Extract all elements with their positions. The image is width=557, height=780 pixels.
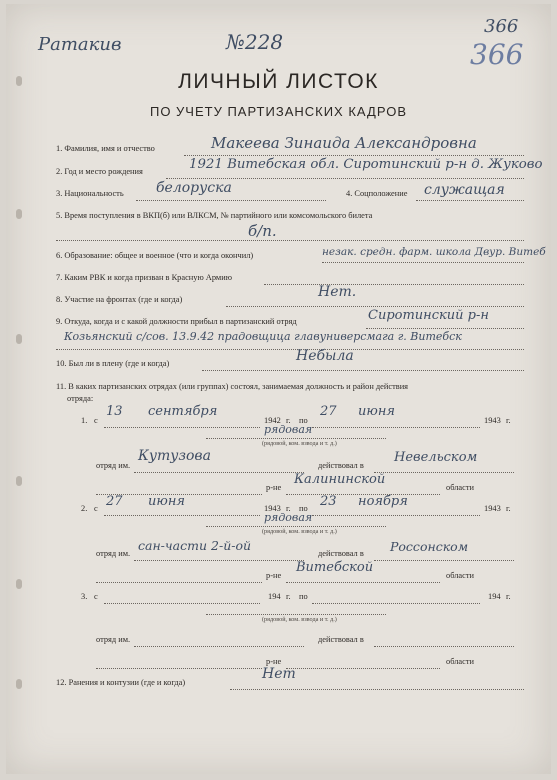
to-label: по <box>299 504 308 513</box>
corner-note: Ратакив <box>38 34 122 55</box>
archive-number-bottom: 366 <box>470 38 524 71</box>
service-district: Витебской <box>296 560 374 575</box>
acted-in-label: действовал в <box>318 549 364 558</box>
field-label-arrival: 9. Откуда, когда и с какой должности прибыл в партизанский отряд <box>56 317 297 326</box>
field-line <box>136 200 326 201</box>
position-hint: (рядовой, ком. взвода и т. д.) <box>262 440 337 447</box>
field-line <box>374 560 514 561</box>
year-suffix: г. <box>506 592 511 601</box>
field-value-party: б/п. <box>248 222 277 240</box>
to-label: по <box>299 416 308 425</box>
field-line <box>264 284 524 285</box>
acted-in-label: действовал в <box>318 461 364 470</box>
field-label-conscription: 7. Каким РВК и когда призван в Красную Армию <box>56 273 232 282</box>
acted-in-label: действовал в <box>318 635 364 644</box>
district-label: р-не <box>266 657 282 666</box>
service-day-from: 13 <box>106 404 123 419</box>
form-sheet <box>6 4 551 774</box>
region-label: области <box>446 657 474 666</box>
field-value-captivity: Небыла <box>296 348 354 364</box>
field-line <box>166 178 524 179</box>
field-label-fronts: 8. Участие на фронтах (где и когда) <box>56 295 183 304</box>
field-line <box>286 582 440 583</box>
position-hint: (рядовой, ком. взвода и т. д.) <box>262 528 337 535</box>
detachment-label: отряд им. <box>96 549 131 558</box>
service-year-from: 1942 <box>264 416 281 425</box>
year-suffix: г. <box>506 504 511 513</box>
field-label-nationality: 3. Национальность <box>56 189 124 198</box>
field-value-nationality: белоруска <box>156 180 232 196</box>
service-district: Калининской <box>294 472 386 487</box>
position-hint: (рядовой, ком. взвода и т. д.) <box>262 616 337 623</box>
page-subtitle: ПО УЧЕТУ ПАРТИЗАНСКИХ КАДРОВ <box>149 104 407 119</box>
field-line <box>206 438 386 439</box>
field-label-party: 5. Время поступления в ВКП(б) или ВЛКСМ, № партийного или комсомольского билета <box>56 211 373 220</box>
service-detachment: сан-части 2-й-ой <box>138 538 252 553</box>
field-value-arrival-a: Сиротинский р-н <box>368 308 489 323</box>
field-line <box>374 472 514 473</box>
field-line <box>104 515 260 516</box>
service-month-to: июня <box>358 404 395 419</box>
punch-hole <box>16 209 22 219</box>
field-line <box>416 200 524 201</box>
district-label: р-не <box>266 571 282 580</box>
field-label-wounds: 12. Ранения и контузии (где и когда) <box>56 678 186 687</box>
field-line <box>202 370 524 371</box>
region-label: области <box>446 483 474 492</box>
service-month-from: июня <box>148 494 185 509</box>
field-line <box>184 155 524 156</box>
punch-hole <box>16 579 22 589</box>
year-suffix: г. <box>286 416 291 425</box>
service-year-to: 1943 <box>484 416 501 425</box>
service-year-from: 194 <box>268 592 281 601</box>
field-value-arrival-b: Козьянский с/сов. 13.9.42 прадовщица главуниверсмага г. Витебск <box>64 330 462 343</box>
field-line <box>104 603 260 604</box>
punch-hole <box>16 679 22 689</box>
field-label-birth: 2. Год и место рождения <box>56 167 143 176</box>
service-index: 1. <box>81 416 88 425</box>
service-year-from: 1943 <box>264 504 281 513</box>
field-line <box>134 472 304 473</box>
field-label-social: 4. Соцположение <box>346 189 408 198</box>
field-value-social: служащая <box>424 182 505 198</box>
from-label: с <box>94 416 98 425</box>
field-line <box>226 306 524 307</box>
punch-hole <box>16 476 22 486</box>
from-label: с <box>94 504 98 513</box>
field-value-wounds: Нет <box>262 666 296 682</box>
field-line <box>374 646 514 647</box>
field-line <box>206 526 386 527</box>
service-day-to: 27 <box>320 404 337 419</box>
service-index: 3. <box>81 592 88 601</box>
service-month-to: ноября <box>358 494 408 509</box>
field-line <box>230 689 524 690</box>
service-year-to: 1943 <box>484 504 501 513</box>
field-line <box>134 560 304 561</box>
archive-number-top: 366 <box>484 16 519 37</box>
service-year-to: 194 <box>488 592 501 601</box>
field-line <box>312 603 480 604</box>
field-label-name: 1. Фамилия, имя и отчество <box>56 144 155 153</box>
service-position: рядовая <box>264 423 313 436</box>
field-line <box>322 262 524 263</box>
service-day-to: 23 <box>320 494 337 509</box>
field-line <box>312 515 480 516</box>
field-label-education: 6. Образование: общее и военное (что и когда окончил) <box>56 251 254 260</box>
field-line <box>206 614 386 615</box>
page-title: ЛИЧНЫЙ ЛИСТОК <box>178 70 379 93</box>
field-line <box>56 240 524 241</box>
field-value-education: незак. средн. фарм. школа Двур. Витеб <box>322 246 546 258</box>
field-line <box>56 349 524 350</box>
service-month-from: сентября <box>148 404 218 419</box>
district-label: р-не <box>266 483 282 492</box>
field-line <box>366 328 524 329</box>
field-line <box>134 646 304 647</box>
year-suffix: г. <box>286 504 291 513</box>
service-position: рядовая <box>264 511 313 524</box>
field-label-detachments-b: отряда: <box>67 394 94 403</box>
service-day-from: 27 <box>106 494 123 509</box>
service-index: 2. <box>81 504 88 513</box>
service-acted-in: Невельском <box>394 450 478 465</box>
detachment-label: отряд им. <box>96 461 131 470</box>
field-label-captivity: 10. Был ли в плену (где и когда) <box>56 359 170 368</box>
field-line <box>286 668 440 669</box>
year-suffix: г. <box>506 416 511 425</box>
year-suffix: г. <box>286 592 291 601</box>
field-value-name: Макеева Зинаида Александровна <box>211 134 477 152</box>
field-line <box>96 668 262 669</box>
field-value-fronts: Нет. <box>318 284 357 300</box>
punch-hole <box>16 334 22 344</box>
field-line <box>104 427 260 428</box>
from-label: с <box>94 592 98 601</box>
service-acted-in: Россонском <box>390 539 469 554</box>
field-line <box>96 582 262 583</box>
field-value-birth: 1921 Витебская обл. Сиротинский р-н д. Жуково <box>189 157 543 172</box>
field-label-detachments: 11. В каких партизанских отрядах (или группах) состоял, занимаемая должность и район действия <box>56 382 409 391</box>
field-line <box>312 427 480 428</box>
region-label: области <box>446 571 474 580</box>
detachment-label: отряд им. <box>96 635 131 644</box>
to-label: по <box>299 592 308 601</box>
document-number: №228 <box>226 30 284 54</box>
service-detachment: Кутузова <box>138 448 211 464</box>
